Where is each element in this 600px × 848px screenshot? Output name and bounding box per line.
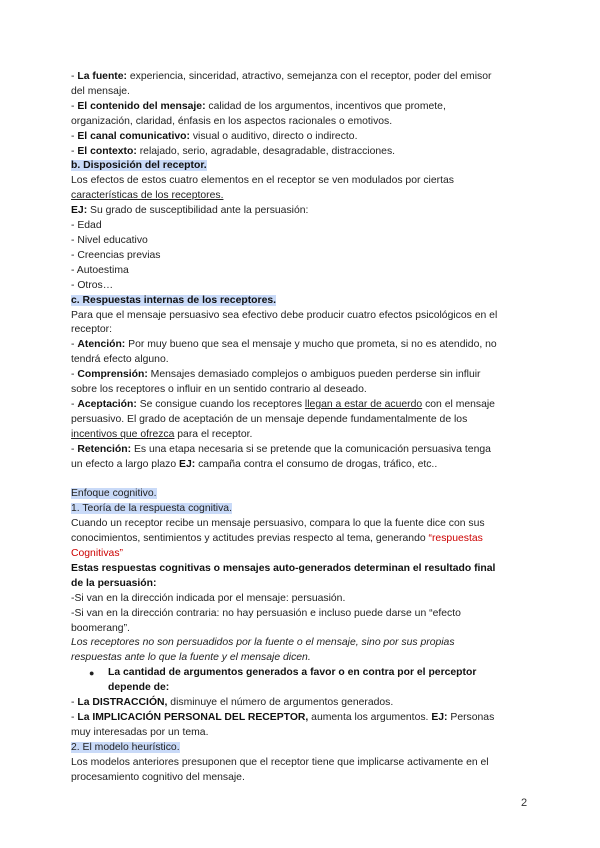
text: - Creencias previas [71, 249, 161, 261]
text-line [71, 607, 529, 622]
bold-text: EJ: [431, 711, 448, 723]
text-line [71, 577, 529, 592]
text: - [71, 398, 78, 410]
text-line [71, 309, 529, 324]
bold-text: Atención: [77, 339, 126, 351]
text-line [71, 443, 529, 458]
text-line [71, 517, 529, 532]
text-line [71, 368, 529, 383]
text: - [71, 339, 78, 351]
italic-text: respuestas ante lo que la fuente y el mensaje dicen. [71, 652, 311, 664]
text-line [71, 323, 529, 338]
text-line [71, 85, 529, 100]
text: procesamiento cognitivo del mensaje. [71, 771, 245, 783]
text-line [71, 174, 529, 189]
text-line [71, 532, 529, 547]
text: - [71, 697, 78, 709]
bold-text: Estas respuestas cognitivas o mensajes auto-generados determinan el resultado final [71, 562, 496, 574]
text: - [71, 145, 78, 157]
bold-text: depende de: [108, 682, 170, 694]
text: - [71, 711, 78, 723]
text: - Edad [71, 220, 102, 232]
text: - [71, 130, 78, 142]
section-heading: 2. El modelo heurístico. [71, 741, 180, 753]
text: persuasivo. El grado de aceptación de un mensaje depende fundamentalmente de los [71, 413, 468, 425]
bold-text: Retención: [77, 443, 132, 455]
text: Los modelos anteriores presuponen que el receptor tiene que implicarse activamente en el [71, 756, 489, 768]
bold-text: La cantidad de argumentos generados a favor o en contra por el perceptor [108, 667, 477, 679]
text: del mensaje. [71, 85, 130, 97]
text: - [71, 100, 78, 112]
text-line [71, 622, 529, 637]
section-heading: Enfoque cognitivo. [71, 488, 157, 500]
text: visual o auditivo, directo o indirecto. [189, 130, 358, 142]
text: experiencia, sinceridad, atractivo, semejanza con el receptor, poder del emisor [127, 71, 492, 82]
text-line [71, 115, 529, 130]
text-line [71, 130, 529, 145]
text: para el receptor. [174, 428, 253, 440]
bold-text: EJ: [71, 205, 88, 217]
section-heading: c. Respuestas internas de los receptores. [71, 294, 277, 306]
text-line [71, 145, 529, 160]
text-line [71, 159, 529, 174]
underlined-text: incentivos que ofrezca [71, 428, 175, 440]
text: - [71, 71, 78, 82]
text-line [71, 562, 529, 577]
text: Por muy bueno que sea el mensaje y mucho que prometa, si no es atendido, no [125, 339, 497, 351]
text-line [71, 681, 529, 696]
italic-text: Los receptores no son persuadidos por la fuente o el mensaje, sino por sus propias [71, 637, 455, 649]
text-line [71, 711, 529, 726]
underlined-text: llegan a estar de acuerdo [304, 398, 423, 410]
text-line [71, 547, 529, 562]
red-text: Cognitivas” [71, 547, 123, 559]
text: Cuando un receptor recibe un mensaje persuasivo, compara lo que la fuente dice con sus [71, 518, 485, 530]
bold-text: La IMPLICACIÓN PERSONAL DEL RECEPTOR, [77, 711, 309, 723]
text: conocimientos, sentimientos y actitudes previas respecto al tema, generando [71, 533, 429, 545]
text-line [71, 264, 529, 279]
bold-text: Aceptación: [77, 398, 137, 410]
text: tendrá efecto alguno. [71, 354, 169, 366]
bold-text: El canal comunicativo: [77, 130, 190, 142]
text-line [71, 219, 529, 234]
page-number: 2 [521, 797, 528, 809]
bold-text: La DISTRACCIÓN, [77, 697, 168, 709]
text: un efecto a largo plazo [71, 458, 180, 470]
text-line [71, 741, 529, 756]
text: campaña contra el consumo de drogas, tráfico, etc.. [195, 458, 438, 470]
text: boomerang”. [71, 622, 130, 634]
text-line [71, 70, 529, 85]
text-line [71, 651, 529, 666]
red-text: “respuestas [428, 533, 483, 545]
text: organización, claridad, énfasis en los aspectos racionales o emotivos. [71, 115, 393, 127]
section-heading: b. Disposición del receptor. [71, 160, 207, 172]
text: calidad de los argumentos, incentivos que promete, [205, 100, 446, 112]
text-line [71, 428, 529, 443]
text-line [71, 234, 529, 249]
bold-text: La fuente: [77, 71, 128, 82]
text: aumenta los argumentos. [308, 711, 432, 723]
text: - [71, 443, 78, 455]
text: muy interesadas por un tema. [71, 726, 209, 738]
text-line [71, 696, 529, 711]
underlined-text: características de los receptores. [71, 190, 224, 202]
bold-text: EJ: [179, 458, 196, 470]
bold-text: Comprensión: [77, 369, 148, 381]
text-line [71, 279, 529, 294]
text: Su grado de susceptibilidad ante la persuasión: [87, 205, 309, 217]
bold-text: El contexto: [77, 145, 137, 157]
text: relajado, serio, agradable, desagradable, distracciones. [136, 145, 396, 157]
bullet-icon: ● [89, 668, 95, 679]
text-line [71, 487, 529, 502]
text: -Si van en la dirección indicada por el mensaje: persuasión. [71, 592, 346, 604]
text-line [71, 338, 529, 353]
text-line [71, 100, 529, 115]
text-line [71, 771, 529, 786]
text: Personas [447, 711, 495, 723]
text-line [71, 189, 529, 204]
text: - [71, 369, 78, 381]
text-line [71, 636, 529, 651]
section-heading: 1. Teoría de la respuesta cognitiva. [71, 503, 232, 515]
text-line [71, 353, 529, 368]
page-body [71, 70, 529, 785]
text: sobre los receptores o influir en un sentido contrario al deseado. [71, 384, 367, 396]
text: Para que el mensaje persuasivo sea efectivo debe producir cuatro efectos psicológicos en el [71, 309, 498, 321]
text: - Nivel educativo [71, 234, 148, 246]
text-line [71, 666, 529, 681]
text-line [71, 756, 529, 771]
text-line [71, 458, 529, 473]
text-line [71, 413, 529, 428]
text-line [71, 294, 529, 309]
bold-text: El contenido del mensaje: [77, 100, 206, 112]
text-line [71, 726, 529, 741]
text-line [71, 502, 529, 517]
text: - Otros… [71, 279, 114, 291]
text: disminuye el número de argumentos generados. [167, 697, 394, 709]
text: receptor: [71, 324, 113, 336]
text: - Autoestima [71, 264, 129, 276]
text-line [71, 592, 529, 607]
text: Los efectos de estos cuatro elementos en el receptor se ven modulados por ciertas [71, 175, 454, 187]
text-line [71, 472, 529, 487]
text: Mensajes demasiado complejos o ambiguos pueden perderse sin influir [147, 369, 481, 381]
text-line [71, 249, 529, 264]
text-line [71, 204, 529, 219]
text: Es una etapa necesaria si se pretende que la comunicación persuasiva tenga [131, 443, 491, 455]
text-line [71, 398, 529, 413]
text: Se consigue cuando los receptores [136, 398, 305, 410]
bold-text: de la persuasión: [71, 577, 157, 589]
text: -Si van en la dirección contraria: no hay persuasión e incluso puede darse un “efecto [71, 607, 461, 619]
text: con el mensaje [422, 398, 495, 410]
text-line [71, 383, 529, 398]
